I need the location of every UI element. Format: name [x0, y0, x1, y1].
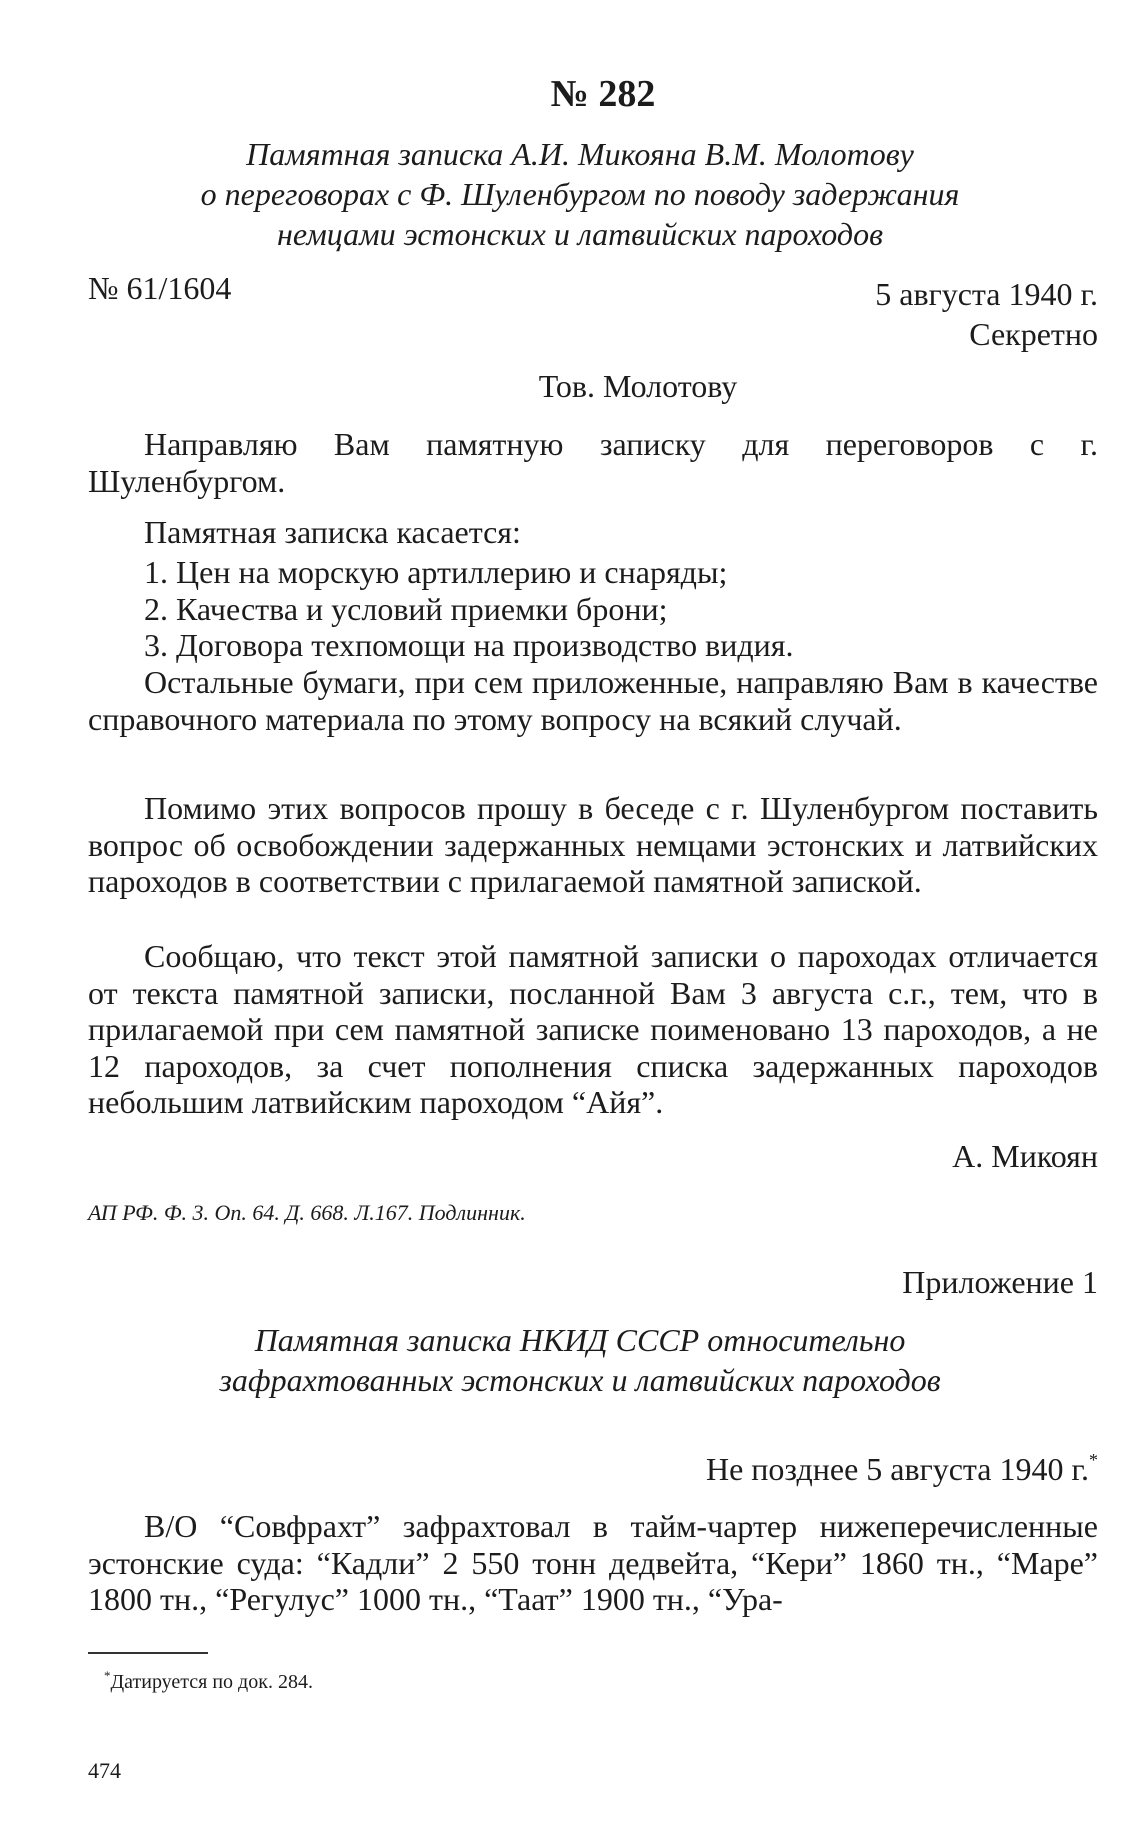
footnote-marker: * — [1089, 1450, 1098, 1470]
body-paragraph: Памятная записка касается: — [144, 514, 521, 550]
footnote-divider — [88, 1652, 208, 1654]
footnote-marker: * — [104, 1668, 111, 1683]
appendix-title — [140, 1320, 1020, 1400]
appendix-date-text: Не позднее 5 августа 1940 г. — [705, 1451, 1089, 1487]
title-line: немцами эстонских и латвийских пароходов — [277, 216, 883, 252]
list-item: 2. Качества и условий приемки брони; — [144, 590, 668, 627]
list-item: 1. Цен на морскую артиллерию и снаряды; — [144, 554, 728, 590]
body-paragraph: Остальные бумаги, при сем приложенные, направляю Вам в качестве справочного материала по этому вопросу на всякий случай. — [88, 664, 1098, 737]
page-number: 474 — [88, 1758, 121, 1783]
appendix-label: Приложение 1 — [902, 1264, 1098, 1300]
footnote-text: Датируется по док. 284. — [110, 1671, 313, 1693]
addressee: Тов. Молотову — [538, 368, 738, 404]
footnote — [104, 1668, 313, 1694]
document-date: 5 августа 1940 г. — [875, 276, 1098, 312]
title-line: о переговорах с Ф. Шуленбургом по поводу задержания — [200, 176, 960, 212]
document-number: № 282 — [550, 73, 656, 115]
body-paragraph: Направляю Вам памятную записку для переговоров с г. Шуленбургом. — [88, 426, 1098, 499]
list-item: 3. Договора техпомощи на производство видия. — [144, 627, 794, 663]
body-paragraph: Сообщаю, что текст этой памятной записки о пароходах отличается от текста памятной записки, посланной Вам 3 августа с.г., тем, что в прилагаемой при сем памятной записке поименовано 13 пароходов, а не 12 пароходов, за счет пополнения списка задержанных пароходов небольшим латвийским пароходом “Айя”. — [88, 938, 1098, 1120]
classification-label: Секретно — [969, 316, 1098, 352]
document-title — [140, 134, 1020, 254]
title-line: Памятная записка А.И. Микояна В.М. Молотову — [246, 136, 914, 172]
reference-number: № 61/1604 — [88, 270, 232, 306]
body-paragraph: Помимо этих вопросов прошу в беседе с г. Шуленбургом поставить вопрос об освобождении задержанных немцами эстонских и латвийских пароходов в соответствии с прилагаемой памятной запиской. — [88, 790, 1098, 899]
body-paragraph: В/О “Совфрахт” зафрахтовал в тайм-чартер нижеперечисленные эстонские суда: “Кадли” 2 550 тонн дедвейта, “Кери” 1860 тн., “Маре” 1800 тн., “Регулус” 1000 тн., “Таат” 1900 тн., “Ура- — [88, 1508, 1098, 1617]
date-block — [875, 274, 1098, 354]
archive-reference: АП РФ. Ф. 3. Оп. 64. Д. 668. Л.167. Подлинник. — [88, 1200, 526, 1225]
topic-list — [144, 554, 793, 664]
signature: А. Микоян — [952, 1138, 1098, 1174]
title-line: Памятная записка НКИД СССР относительно — [254, 1322, 906, 1358]
title-line: зафрахтованных эстонских и латвийских пароходов — [219, 1362, 941, 1398]
appendix-date — [706, 1450, 1098, 1488]
